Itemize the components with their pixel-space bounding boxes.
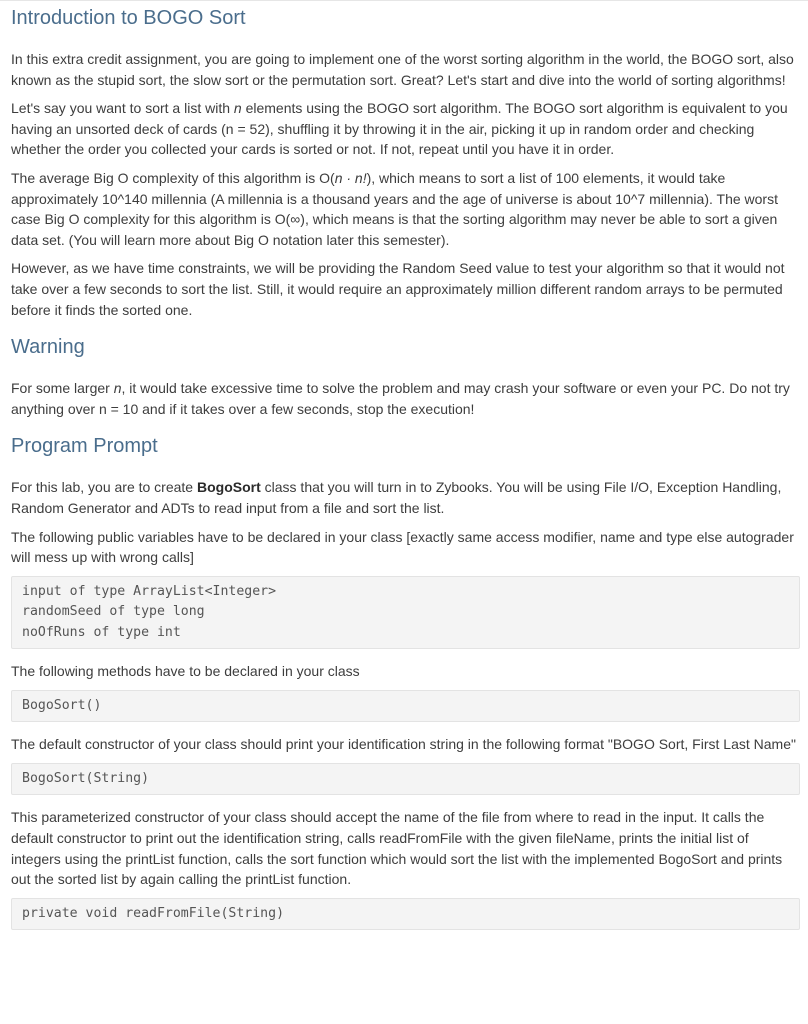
intro-paragraph-2: Let's say you want to sort a list with n elements using the BOGO sort algorithm. The BOGO sort algorithm is equivalent to you having an unsorted deck of cards (n = 52), shuffling it by throwing it in the air, picking it up in random order and checking whether the order you collected your cards is sorted or not. If not, repeat until you have it in order. bbox=[11, 100, 788, 158]
prompt-paragraph-1: For this lab, you are to create BogoSort class that you will turn in to Zybooks. You will be using File I/O, Exception Handling, Random Generator and ADTs to read input from a file and sort the list. bbox=[11, 479, 782, 516]
prompt-paragraph-2: The following public variables have to be declared in your class [exactly same access modifier, name and type else autograder will mess up with wrong calls] bbox=[11, 528, 794, 566]
warning-paragraph: For some larger n, it would take excessive time to solve the problem and may crash your software or even your PC. Do not try anything over n = 10 and if it takes over a few seconds, stop the execution! bbox=[11, 380, 790, 417]
public-variables-code-block bbox=[11, 576, 800, 650]
warning-heading: Warning bbox=[11, 336, 85, 359]
code-line: randomSeed of type long bbox=[22, 604, 205, 620]
parameterized-constructor-code-block bbox=[11, 763, 800, 796]
intro-paragraph-4: However, as we have time constraints, we will be providing the Random Seed value to test your algorithm so that it would not take over a few seconds to sort the list. Still, it would require an approximately million different random arrays to be permuted before it finds the sorted one. bbox=[11, 260, 785, 318]
prompt-paragraph-5: This parameterized constructor of your class should accept the name of the file from where to read in the input. It calls the default constructor to print out the identification string, calls readFromFile with the given fileName, prints the initial list of integers using the printList function, calls the sort function which would sort the list with the implemented BogoSort and prints out the sorted list by again calling the printList function. bbox=[11, 809, 783, 888]
code-line: BogoSort(String) bbox=[22, 770, 150, 786]
code-line: input of type ArrayList<Integer> bbox=[22, 583, 277, 599]
code-line: BogoSort() bbox=[22, 697, 102, 713]
intro-paragraph-3: The average Big O complexity of this algorithm is O(n · n!), which means to sort a list of 100 elements, it would take approximately 10^140 millennia (A millennia is a thousand years and the age of universe is about 10^7 millennia). The worst case Big O complexity for this algorithm is O(∞), which means is that the sorting algorithm may never be able to sort a given data set. (You will learn more about Big O notation later this semester). bbox=[11, 169, 778, 248]
default-constructor-code-block bbox=[11, 690, 800, 723]
intro-heading: Introduction to BOGO Sort bbox=[11, 7, 246, 29]
code-line: noOfRuns of type int bbox=[22, 624, 181, 640]
intro-paragraph-1: In this extra credit assignment, you are going to implement one of the worst sorting algorithm in the world, the BOGO sort, also known as the stupid sort, the slow sort or the permutation sort. Great? Let's start and dive into the world of sorting algorithms! bbox=[11, 51, 794, 88]
document-content bbox=[0, 1, 808, 930]
prompt-paragraph-3: The following methods have to be declared in your class bbox=[11, 663, 360, 680]
prompt-paragraph-4: The default constructor of your class should print your identification string in the following format "BOGO Sort, First Last Name" bbox=[11, 736, 796, 753]
read-from-file-code-block bbox=[11, 898, 800, 931]
code-line: private void readFromFile(String) bbox=[22, 905, 285, 921]
program-prompt-heading: Program Prompt bbox=[11, 435, 158, 458]
